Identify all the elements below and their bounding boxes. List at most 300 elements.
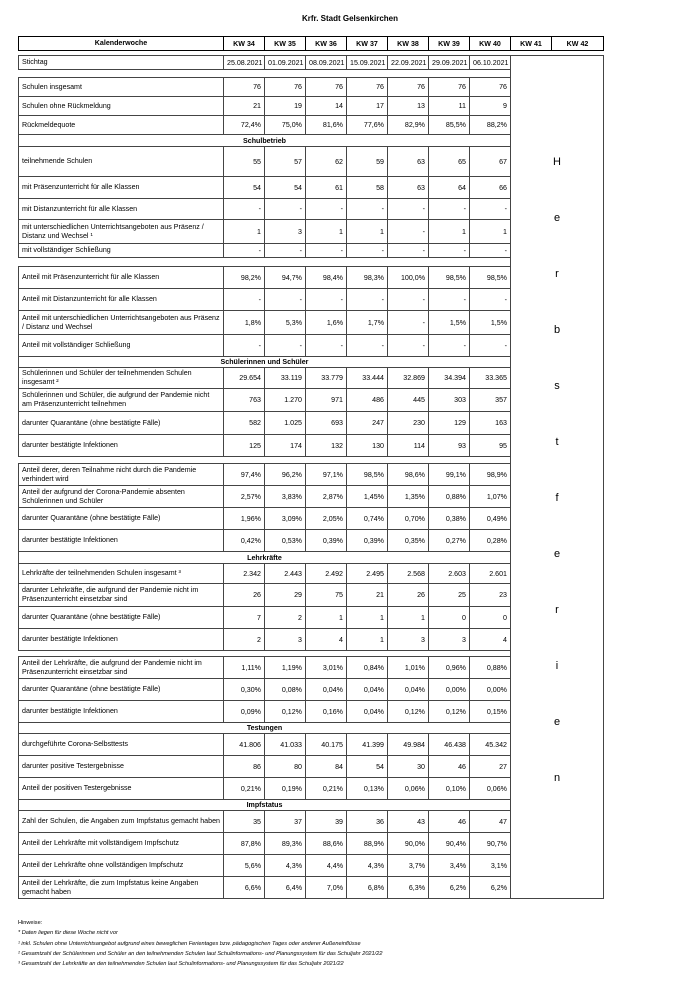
- table-cell: 3,83%: [265, 486, 306, 508]
- table-cell: 486: [347, 389, 388, 412]
- spacer-cell: [19, 457, 511, 464]
- table-cell: -: [224, 199, 265, 220]
- table-cell: 1: [470, 220, 511, 244]
- table-cell: 43: [388, 811, 429, 833]
- table-cell: 98,5%: [470, 267, 511, 289]
- table-cell: 125: [224, 435, 265, 457]
- row-label: Schülerinnen und Schüler, die aufgrund der Pandemie nicht am Präsenzunterricht teilnehmen: [19, 389, 224, 412]
- table-cell: 0,04%: [306, 679, 347, 701]
- table-cell: 0,84%: [347, 657, 388, 679]
- table-cell: 88,6%: [306, 833, 347, 855]
- table-cell: 0,53%: [265, 530, 306, 552]
- table-cell: 46: [429, 811, 470, 833]
- table-cell: 2.495: [347, 564, 388, 584]
- table-cell: 6,3%: [388, 877, 429, 899]
- table-cell: 29: [265, 584, 306, 607]
- table-cell: 14: [306, 97, 347, 116]
- table-cell: 26: [224, 584, 265, 607]
- table-cell: 763: [224, 389, 265, 412]
- table-cell: 61: [306, 177, 347, 199]
- table-cell: 174: [265, 435, 306, 457]
- table-cell: 1,07%: [470, 486, 511, 508]
- table-cell: 0,12%: [265, 701, 306, 723]
- table-cell: 75,0%: [265, 116, 306, 135]
- page-title: Krfr. Stadt Gelsenkirchen: [301, 14, 399, 23]
- table-cell: 1,11%: [224, 657, 265, 679]
- table-cell: 582: [224, 412, 265, 435]
- table-cell: 1: [347, 629, 388, 651]
- table-cell: 4,3%: [347, 855, 388, 877]
- side-note-letter: e: [553, 212, 561, 224]
- header-row: [19, 37, 604, 51]
- table-cell: 0,28%: [470, 530, 511, 552]
- row-label: Anteil der Lehrkräfte, die zum Impfstatus keine Angaben gemacht haben: [19, 877, 224, 899]
- row-label: mit vollständiger Schließung: [19, 244, 224, 258]
- row-label: darunter Quarantäne (ohne bestätigte Fälle): [19, 508, 224, 530]
- table-cell: -: [470, 289, 511, 311]
- table-cell: 98,2%: [224, 267, 265, 289]
- table-cell: 1.270: [265, 389, 306, 412]
- table-cell: 32.869: [388, 368, 429, 389]
- table-cell: 0,96%: [429, 657, 470, 679]
- table-cell: 0,39%: [306, 530, 347, 552]
- table-cell: 33.119: [265, 368, 306, 389]
- table-cell: 2,57%: [224, 486, 265, 508]
- table-cell: 7: [224, 607, 265, 629]
- table-cell: 0,88%: [429, 486, 470, 508]
- table-cell: 0,04%: [347, 701, 388, 723]
- table-cell: 1,6%: [306, 311, 347, 335]
- table-cell: 88,2%: [470, 116, 511, 135]
- table-cell: 6,8%: [347, 877, 388, 899]
- table-cell: 82,9%: [388, 116, 429, 135]
- section-title: Schulbetrieb: [19, 135, 511, 147]
- table-cell: -: [306, 335, 347, 357]
- table-cell: -: [429, 199, 470, 220]
- table-cell: 2: [224, 629, 265, 651]
- table-cell: 98,6%: [388, 464, 429, 486]
- table-cell: 77,6%: [347, 116, 388, 135]
- table-cell: 2.568: [388, 564, 429, 584]
- table-cell: -: [347, 289, 388, 311]
- table-cell: 86: [224, 756, 265, 778]
- table-cell: 0,15%: [470, 701, 511, 723]
- table-cell: 0,35%: [388, 530, 429, 552]
- row-label: darunter Lehrkräfte, die aufgrund der Pandemie nicht im Präsenzunterricht einsetzbar sind: [19, 584, 224, 607]
- header-label: Kalenderwoche: [19, 37, 224, 51]
- stichtag-row: [19, 56, 604, 70]
- header-week: KW 37: [347, 37, 388, 51]
- table-cell: -: [470, 244, 511, 258]
- table-cell: 41.399: [347, 734, 388, 756]
- table-cell: 132: [306, 435, 347, 457]
- row-label: darunter positive Testergebnisse: [19, 756, 224, 778]
- table-cell: 0,00%: [429, 679, 470, 701]
- table-cell: 0,12%: [429, 701, 470, 723]
- table-cell: 54: [347, 756, 388, 778]
- table-cell: 98,4%: [306, 267, 347, 289]
- table-cell: 4,4%: [306, 855, 347, 877]
- side-note-letter: s: [554, 380, 560, 392]
- row-label: Schülerinnen und Schüler der teilnehmenden Schulen insgesamt ²: [19, 368, 224, 389]
- table-cell: -: [224, 335, 265, 357]
- table-cell: 3,7%: [388, 855, 429, 877]
- row-label: Anteil der aufgrund der Corona-Pandemie absenten Schülerinnen und Schüler: [19, 486, 224, 508]
- table-cell: 6,6%: [224, 877, 265, 899]
- table-cell: -: [470, 199, 511, 220]
- table-cell: 3,4%: [429, 855, 470, 877]
- table-cell: 0,06%: [388, 778, 429, 800]
- table-cell: 4: [470, 629, 511, 651]
- table-cell: 76: [429, 78, 470, 97]
- table-cell: 97,4%: [224, 464, 265, 486]
- table-cell: 2.342: [224, 564, 265, 584]
- table-cell: 247: [347, 412, 388, 435]
- header-week: KW 40: [470, 37, 511, 51]
- table-cell: 30: [388, 756, 429, 778]
- table-cell: 21: [224, 97, 265, 116]
- table-cell: 445: [388, 389, 429, 412]
- footnotes: [18, 918, 603, 969]
- row-label: Anteil mit vollständiger Schließung: [19, 335, 224, 357]
- table-cell: 1,19%: [265, 657, 306, 679]
- row-label: darunter Quarantäne (ohne bestätigte Fälle): [19, 607, 224, 629]
- table-cell: 0: [470, 607, 511, 629]
- side-note-letter: f: [555, 492, 559, 504]
- table-cell: -: [306, 244, 347, 258]
- table-cell: 40.175: [306, 734, 347, 756]
- table-cell: 49.984: [388, 734, 429, 756]
- row-label: Anteil mit unterschiedlichen Unterrichtsangeboten aus Präsenz / Distanz und Wechsel: [19, 311, 224, 335]
- table-cell: 1,8%: [224, 311, 265, 335]
- table-cell: -: [224, 244, 265, 258]
- row-label: darunter Quarantäne (ohne bestätigte Fälle): [19, 679, 224, 701]
- table-cell: 35: [224, 811, 265, 833]
- table-cell: 0,09%: [224, 701, 265, 723]
- table-cell: 4,3%: [265, 855, 306, 877]
- table-cell: -: [265, 199, 306, 220]
- table-cell: 90,0%: [388, 833, 429, 855]
- table-cell: 1.025: [265, 412, 306, 435]
- table-cell: 80: [265, 756, 306, 778]
- table-cell: -: [429, 335, 470, 357]
- table-cell: 0,13%: [347, 778, 388, 800]
- table-cell: 1: [347, 607, 388, 629]
- stichtag-date: 25.08.2021: [224, 56, 265, 70]
- table-cell: 357: [470, 389, 511, 412]
- table-cell: 45.342: [470, 734, 511, 756]
- side-note-letter: e: [553, 548, 561, 560]
- stichtag-date: 01.09.2021: [265, 56, 306, 70]
- table-cell: 1: [388, 607, 429, 629]
- table-cell: 54: [224, 177, 265, 199]
- table-cell: 6,2%: [429, 877, 470, 899]
- row-label: Schulen ohne Rückmeldung: [19, 97, 224, 116]
- table-cell: 5,3%: [265, 311, 306, 335]
- side-note-letter: i: [555, 660, 559, 672]
- row-label: darunter bestätigte Infektionen: [19, 629, 224, 651]
- stichtag-label: Stichtag: [19, 56, 224, 70]
- table-cell: 4: [306, 629, 347, 651]
- table-cell: 0,04%: [388, 679, 429, 701]
- table-cell: -: [265, 289, 306, 311]
- table-cell: 98,3%: [347, 267, 388, 289]
- table-cell: 1: [306, 607, 347, 629]
- table-cell: 693: [306, 412, 347, 435]
- table-cell: 0,74%: [347, 508, 388, 530]
- table-cell: 19: [265, 97, 306, 116]
- row-label: Anteil der Lehrkräfte ohne vollständigen Impfschutz: [19, 855, 224, 877]
- row-label: mit Distanzunterricht für alle Klassen: [19, 199, 224, 220]
- header-week: KW 35: [265, 37, 306, 51]
- table-cell: 0,70%: [388, 508, 429, 530]
- table-cell: 76: [224, 78, 265, 97]
- side-note-letter: t: [555, 436, 559, 448]
- table-cell: -: [429, 244, 470, 258]
- table-cell: 76: [306, 78, 347, 97]
- spacer-cell: [19, 258, 511, 267]
- table-cell: -: [470, 335, 511, 357]
- table-cell: 1,5%: [470, 311, 511, 335]
- table-cell: 85,5%: [429, 116, 470, 135]
- table-cell: 58: [347, 177, 388, 199]
- table-cell: 0,27%: [429, 530, 470, 552]
- section-title: Impfstatus: [19, 800, 511, 811]
- row-label: darunter bestätigte Infektionen: [19, 530, 224, 552]
- stichtag-date: 15.09.2021: [347, 56, 388, 70]
- table-cell: 0: [429, 607, 470, 629]
- table-cell: 25: [429, 584, 470, 607]
- table-cell: 0,12%: [388, 701, 429, 723]
- table-cell: 67: [470, 147, 511, 177]
- header-week: KW 42: [552, 37, 604, 51]
- table-cell: -: [347, 199, 388, 220]
- stichtag-date: 29.09.2021: [429, 56, 470, 70]
- table-body: [19, 37, 604, 899]
- header-week: KW 39: [429, 37, 470, 51]
- table-cell: 75: [306, 584, 347, 607]
- table-cell: 2,87%: [306, 486, 347, 508]
- table-cell: 62: [306, 147, 347, 177]
- table-cell: 6,4%: [265, 877, 306, 899]
- table-cell: 26: [388, 584, 429, 607]
- table-cell: -: [388, 220, 429, 244]
- table-cell: 1: [429, 220, 470, 244]
- table-cell: 230: [388, 412, 429, 435]
- table-cell: 5,6%: [224, 855, 265, 877]
- table-cell: -: [265, 335, 306, 357]
- table-cell: 59: [347, 147, 388, 177]
- section-title: Lehrkräfte: [19, 552, 511, 564]
- table-cell: 89,3%: [265, 833, 306, 855]
- table-cell: 2.601: [470, 564, 511, 584]
- table-cell: 90,7%: [470, 833, 511, 855]
- table-cell: 23: [470, 584, 511, 607]
- table-cell: 46: [429, 756, 470, 778]
- row-label: Zahl der Schulen, die Angaben zum Impfstatus gemacht haben: [19, 811, 224, 833]
- stichtag-date: 22.09.2021: [388, 56, 429, 70]
- table-cell: 163: [470, 412, 511, 435]
- row-label: darunter bestätigte Infektionen: [19, 435, 224, 457]
- table-cell: -: [265, 244, 306, 258]
- table-cell: 90,4%: [429, 833, 470, 855]
- side-note-letter: r: [555, 268, 559, 280]
- table-cell: 72,4%: [224, 116, 265, 135]
- table-cell: -: [388, 199, 429, 220]
- table-cell: 46.438: [429, 734, 470, 756]
- table-cell: 7,0%: [306, 877, 347, 899]
- table-cell: 37: [265, 811, 306, 833]
- header-week: KW 36: [306, 37, 347, 51]
- row-label: Rückmeldequote: [19, 116, 224, 135]
- table-cell: 2.443: [265, 564, 306, 584]
- table-cell: 1: [347, 220, 388, 244]
- table-cell: 63: [388, 147, 429, 177]
- table-cell: 2.492: [306, 564, 347, 584]
- table-cell: 76: [388, 78, 429, 97]
- table-cell: -: [388, 289, 429, 311]
- table-cell: 0,39%: [347, 530, 388, 552]
- table-cell: -: [306, 199, 347, 220]
- table-cell: 2: [265, 607, 306, 629]
- table-cell: 129: [429, 412, 470, 435]
- table-cell: 0,42%: [224, 530, 265, 552]
- table-cell: 33.365: [470, 368, 511, 389]
- table-cell: 0,49%: [470, 508, 511, 530]
- table-cell: 98,5%: [429, 267, 470, 289]
- table-cell: 97,1%: [306, 464, 347, 486]
- footnote-line: ² Gesamtzahl der Schülerinnen und Schüler an den teilnehmenden Schulen laut Schulinformations- und Planungssystem für das Schuljahr 2021/22: [18, 950, 383, 957]
- table-cell: 3: [265, 220, 306, 244]
- table-cell: 0,10%: [429, 778, 470, 800]
- table-cell: 1,35%: [388, 486, 429, 508]
- table-cell: -: [388, 335, 429, 357]
- header-week: KW 41: [511, 37, 552, 51]
- table-cell: 0,16%: [306, 701, 347, 723]
- table-cell: 3: [429, 629, 470, 651]
- table-cell: 98,9%: [470, 464, 511, 486]
- table-cell: 29.654: [224, 368, 265, 389]
- row-label: Anteil mit Distanzunterricht für alle Klassen: [19, 289, 224, 311]
- table-cell: 1: [306, 220, 347, 244]
- table-cell: 3,01%: [306, 657, 347, 679]
- table-cell: 1,96%: [224, 508, 265, 530]
- section-title: Testungen: [19, 723, 511, 734]
- table-cell: 99,1%: [429, 464, 470, 486]
- side-note-letter: r: [555, 604, 559, 616]
- table-cell: 130: [347, 435, 388, 457]
- table-cell: 971: [306, 389, 347, 412]
- table-cell: 6,2%: [470, 877, 511, 899]
- table-cell: 0,19%: [265, 778, 306, 800]
- table-cell: 76: [470, 78, 511, 97]
- statistics-table: [18, 36, 604, 899]
- spacer-cell: [19, 70, 511, 78]
- table-cell: 1: [224, 220, 265, 244]
- row-label: mit unterschiedlichen Unterrichtsangeboten aus Präsenz / Distanz und Wechsel ¹: [19, 220, 224, 244]
- table-cell: 3: [265, 629, 306, 651]
- footnote-line: * Daten liegen für diese Woche nicht vor: [18, 930, 118, 937]
- side-note-letter: n: [553, 772, 561, 784]
- table-cell: 1,7%: [347, 311, 388, 335]
- table-cell: 17: [347, 97, 388, 116]
- table-cell: 0,00%: [470, 679, 511, 701]
- row-label: teilnehmende Schulen: [19, 147, 224, 177]
- row-label: darunter Quarantäne (ohne bestätigte Fälle): [19, 412, 224, 435]
- table-cell: 0,38%: [429, 508, 470, 530]
- table-cell: -: [224, 289, 265, 311]
- table-cell: 98,5%: [347, 464, 388, 486]
- table-cell: 1,01%: [388, 657, 429, 679]
- table-cell: 0,88%: [470, 657, 511, 679]
- table-cell: 33.779: [306, 368, 347, 389]
- table-cell: 64: [429, 177, 470, 199]
- table-cell: 21: [347, 584, 388, 607]
- table-cell: -: [347, 244, 388, 258]
- stichtag-date: 08.09.2021: [306, 56, 347, 70]
- table-cell: 2.603: [429, 564, 470, 584]
- table-cell: 1,5%: [429, 311, 470, 335]
- side-note: [511, 56, 604, 899]
- table-cell: 55: [224, 147, 265, 177]
- table-cell: 303: [429, 389, 470, 412]
- row-label: Anteil der Lehrkräfte, die aufgrund der Pandemie nicht im Präsenzunterricht einsetzbar sind: [19, 657, 224, 679]
- table-cell: 0,21%: [224, 778, 265, 800]
- table-cell: 0,04%: [347, 679, 388, 701]
- table-cell: 114: [388, 435, 429, 457]
- table-cell: 13: [388, 97, 429, 116]
- table-cell: -: [388, 311, 429, 335]
- table-cell: 88,9%: [347, 833, 388, 855]
- table-cell: -: [388, 244, 429, 258]
- section-title: Schülerinnen und Schüler: [19, 357, 511, 368]
- table-cell: 76: [265, 78, 306, 97]
- table-cell: 47: [470, 811, 511, 833]
- side-note-letter: e: [553, 716, 561, 728]
- table-cell: 9: [470, 97, 511, 116]
- table-cell: 3,09%: [265, 508, 306, 530]
- row-label: Anteil der positiven Testergebnisse: [19, 778, 224, 800]
- table-cell: 81,6%: [306, 116, 347, 135]
- header-week: KW 34: [224, 37, 265, 51]
- table-cell: 2,05%: [306, 508, 347, 530]
- footnote-line: ³ Gesamtzahl der Lehrkräfte an den teilnehmenden Schulen laut Schulinformations- und Planungssystem für das Schuljahr 2021/22: [18, 961, 344, 968]
- table-cell: 95: [470, 435, 511, 457]
- table-cell: 41.806: [224, 734, 265, 756]
- table-cell: 3,1%: [470, 855, 511, 877]
- row-label: mit Präsenzunterricht für alle Klassen: [19, 177, 224, 199]
- table-cell: 57: [265, 147, 306, 177]
- row-label: Anteil mit Präsenzunterricht für alle Klassen: [19, 267, 224, 289]
- table-cell: 36: [347, 811, 388, 833]
- row-label: Anteil der Lehrkräfte mit vollständigem Impfschutz: [19, 833, 224, 855]
- table-cell: 34.394: [429, 368, 470, 389]
- table-cell: 39: [306, 811, 347, 833]
- table-cell: 27: [470, 756, 511, 778]
- table-cell: 1,45%: [347, 486, 388, 508]
- side-note-letter: H: [553, 156, 561, 168]
- table-cell: 87,8%: [224, 833, 265, 855]
- table-cell: 93: [429, 435, 470, 457]
- row-label: durchgeführte Corona-Selbsttests: [19, 734, 224, 756]
- table-cell: 84: [306, 756, 347, 778]
- table-cell: 54: [265, 177, 306, 199]
- table-cell: 100,0%: [388, 267, 429, 289]
- row-label: Anteil derer, deren Teilnahme nicht durch die Pandemie verhindert wird: [19, 464, 224, 486]
- row-label: Schulen insgesamt: [19, 78, 224, 97]
- footnote-line: ¹ inkl. Schulen ohne Unterrichtsangebot aufgrund eines beweglichen Ferientages bzw. pädagogischen Tages oder anderer Außeneinflüsse: [18, 940, 361, 947]
- footnotes-title: Hinweise:: [18, 920, 43, 926]
